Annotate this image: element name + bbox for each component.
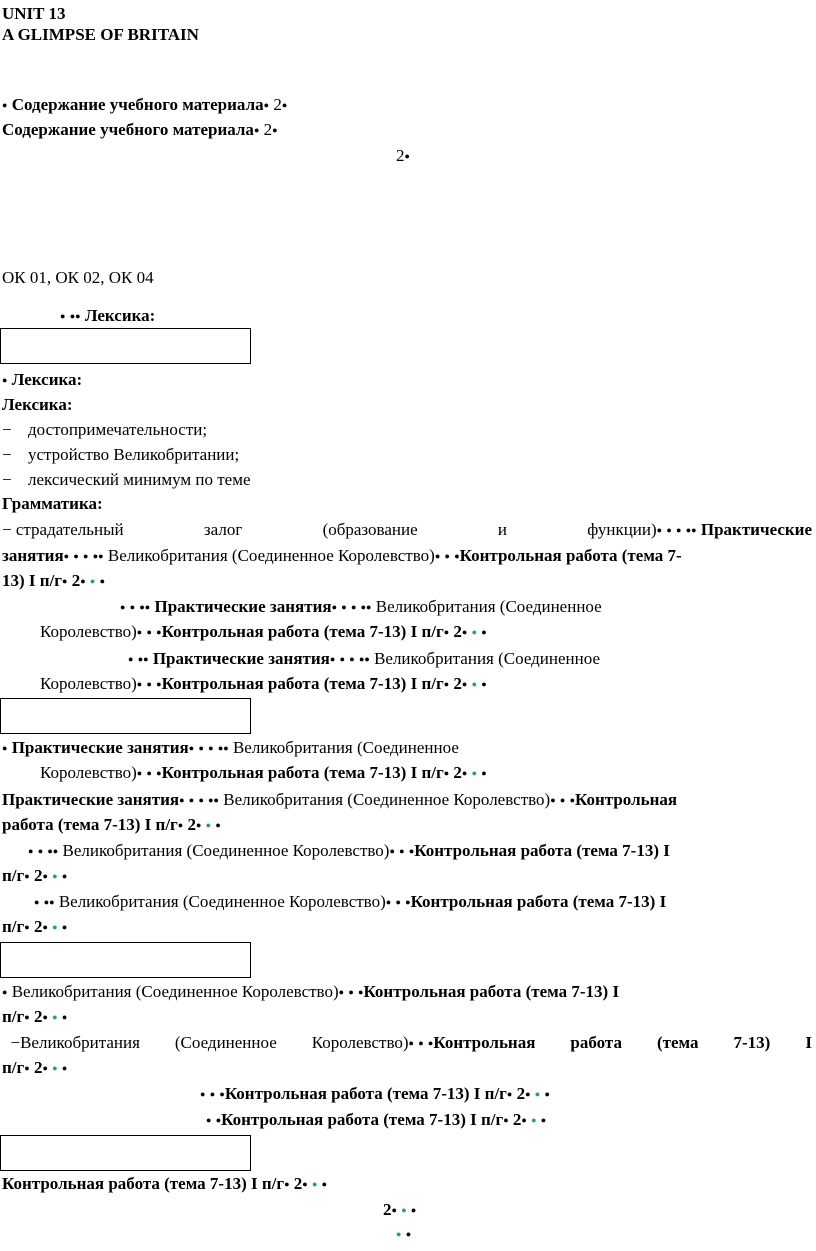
lex-item: − устройство Великобритании; (2, 445, 240, 464)
schedule-line: ● ● ●Контрольная работа (тема 7-13) I п/г● 2● ● ● (200, 1084, 550, 1103)
schedule-line: занятия● ● ● ●● Великобритания (Соединенное Королевство)● ● ●Контрольная работа (тема 7- (2, 546, 682, 565)
lex-item: − достопримечательности; (2, 420, 208, 439)
schedule-line: ● ● ●● Великобритания (Соединенное Королевство)● ● ●Контрольная работа (тема 7-13) I (28, 841, 670, 860)
unit-number: UNIT 13 (2, 4, 66, 23)
schedule-line: п/г● 2● ● ● (2, 866, 68, 885)
schedule-line: Королевство)● ● ●Контрольная работа (тема 7-13) I п/г● 2● ● ● (40, 763, 487, 782)
content-line-2: Содержание учебного материала● 2● (2, 120, 278, 139)
schedule-line: п/г● 2● ● ● (2, 1058, 68, 1077)
bullet-dot-icon: ● (2, 100, 8, 110)
schedule-line: п/г● 2● ● ● (2, 1007, 68, 1026)
schedule-line: ● ●● Практические занятия● ● ● ●● Великобритания (Соединенное (128, 649, 600, 668)
hours-value: 2● ● ● (383, 1200, 417, 1219)
schedule-line-justified: −Великобритания (Соединенное Королевство)● ● ●Контрольная работа (тема 7-13) I (10, 1033, 812, 1052)
empty-table-cell (0, 1135, 251, 1171)
hours-value: 2● (396, 146, 410, 165)
lexika-heading-bullet: ● Лексика: (2, 370, 83, 389)
empty-table-cell (0, 942, 251, 978)
schedule-line: Контрольная работа (тема 7-13) I п/г● 2● ● ● (2, 1174, 328, 1193)
lex-item: − лексический минимум по теме (2, 470, 251, 489)
grammar-line: − страдательный залог (образование и функции)● ● ● ●● Практические (2, 520, 812, 539)
schedule-line: ● ●● Великобритания (Соединенное Королевство)● ● ●Контрольная работа (тема 7-13) I (34, 892, 667, 911)
schedule-line: Королевство)● ● ●Контрольная работа (тема 7-13) I п/г● 2● ● ● (40, 674, 487, 693)
schedule-line: ● Практические занятия● ● ● ●● Великобритания (Соединенное (2, 738, 459, 757)
schedule-line: Королевство)● ● ●Контрольная работа (тема 7-13) I п/г● 2● ● ● (40, 622, 487, 641)
competencies: ОК 01, ОК 02, ОК 04 (2, 268, 154, 287)
lexika-heading: Лексика: (2, 395, 73, 414)
empty-table-cell (0, 698, 251, 734)
schedule-line: 13) I п/г● 2● ● ● (2, 571, 106, 590)
empty-table-cell (0, 328, 251, 364)
schedule-line: ● ●Контрольная работа (тема 7-13) I п/г● 2● ● ● (206, 1110, 547, 1129)
schedule-line: Практические занятия● ● ● ●● Великобритания (Соединенное Королевство)● ● ●Контрольная (2, 790, 678, 809)
unit-title: A GLIMPSE OF BRITAIN (2, 25, 199, 44)
content-line-1: ● Содержание учебного материала● 2● (2, 95, 288, 114)
lexika-heading-indented: ● ●● Лексика: (60, 306, 156, 325)
schedule-line: ● Великобритания (Соединенное Королевство)● ● ●Контрольная работа (тема 7-13) I (2, 982, 620, 1001)
trailing-dots: ● ● (396, 1229, 412, 1239)
grammar-heading: Грамматика: (2, 494, 103, 513)
schedule-line: ● ● ●● Практические занятия● ● ● ●● Великобритания (Соединенное (120, 597, 602, 616)
schedule-line: п/г● 2● ● ● (2, 917, 68, 936)
schedule-line: работа (тема 7-13) I п/г● 2● ● ● (2, 815, 221, 834)
